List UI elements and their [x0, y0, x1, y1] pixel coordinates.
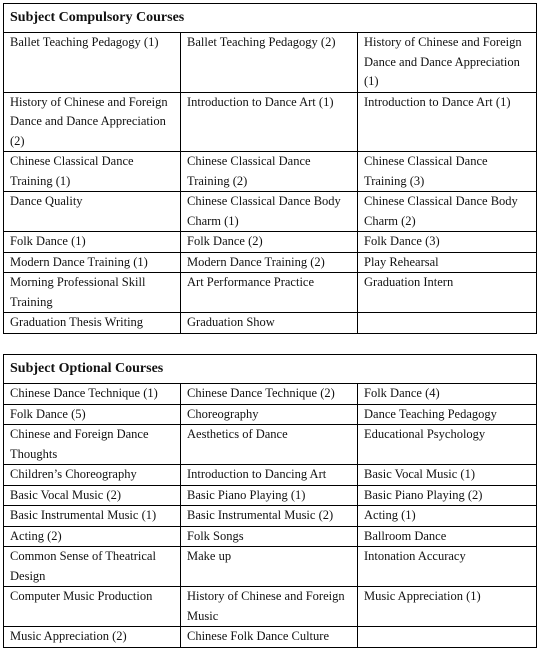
course-cell: Chinese Classical Dance Body Charm (2) — [358, 192, 537, 232]
table-row — [4, 425, 537, 465]
course-cell: Morning Professional Skill Training — [4, 273, 181, 313]
course-cell: Graduation Intern — [358, 273, 537, 313]
course-cell: Graduation Show — [181, 313, 358, 334]
course-cell: Chinese Classical Dance Training (2) — [181, 152, 358, 192]
course-cell: Ballroom Dance — [358, 526, 537, 547]
table-row — [4, 33, 537, 93]
course-cell: Basic Vocal Music (1) — [358, 465, 537, 486]
table-title: Subject Compulsory Courses — [4, 4, 537, 33]
table-row — [4, 232, 537, 253]
course-cell: Modern Dance Training (1) — [4, 252, 181, 273]
course-cell: Chinese Classical Dance Body Charm (1) — [181, 192, 358, 232]
course-cell: Dance Teaching Pedagogy — [358, 404, 537, 425]
course-cell: Basic Piano Playing (2) — [358, 485, 537, 506]
course-cell: Ballet Teaching Pedagogy (2) — [181, 33, 358, 93]
course-cell: Basic Vocal Music (2) — [4, 485, 181, 506]
table-row — [4, 384, 537, 405]
compulsory-courses-table — [3, 3, 537, 334]
course-cell: Basic Instrumental Music (1) — [4, 506, 181, 527]
course-cell: Chinese and Foreign Dance Thoughts — [4, 425, 181, 465]
course-cell: Chinese Classical Dance Training (1) — [4, 152, 181, 192]
table-row — [4, 404, 537, 425]
course-cell: Introduction to Dancing Art — [181, 465, 358, 486]
course-cell: Intonation Accuracy — [358, 547, 537, 587]
course-cell: Chinese Dance Technique (2) — [181, 384, 358, 405]
course-cell: Music Appreciation (1) — [358, 587, 537, 627]
course-cell: Music Appreciation (2) — [4, 627, 181, 648]
table-row — [4, 192, 537, 232]
table-header-row — [4, 4, 537, 33]
table-row — [4, 526, 537, 547]
table-row — [4, 92, 537, 152]
course-cell: Chinese Folk Dance Culture — [181, 627, 358, 648]
course-cell: Make up — [181, 547, 358, 587]
course-cell: Graduation Thesis Writing — [4, 313, 181, 334]
course-cell: History of Chinese and Foreign Dance and Dance Appreciation (1) — [358, 33, 537, 93]
course-cell: Educational Psychology — [358, 425, 537, 465]
course-cell: Folk Dance (3) — [358, 232, 537, 253]
course-cell: Dance Quality — [4, 192, 181, 232]
course-cell: Folk Songs — [181, 526, 358, 547]
course-cell: Children’s Choreography — [4, 465, 181, 486]
table-header-row — [4, 355, 537, 384]
course-cell: Play Rehearsal — [358, 252, 537, 273]
course-cell: Chinese Classical Dance Training (3) — [358, 152, 537, 192]
table-row — [4, 547, 537, 587]
course-cell: Folk Dance (5) — [4, 404, 181, 425]
table-row — [4, 313, 537, 334]
course-cell: Introduction to Dance Art (1) — [181, 92, 358, 152]
course-cell — [358, 627, 537, 648]
course-cell: Acting (2) — [4, 526, 181, 547]
table-row — [4, 485, 537, 506]
course-cell: Aesthetics of Dance — [181, 425, 358, 465]
course-cell: Chinese Dance Technique (1) — [4, 384, 181, 405]
table-row — [4, 273, 537, 313]
course-cell: Folk Dance (2) — [181, 232, 358, 253]
table-row — [4, 627, 537, 648]
table-row — [4, 465, 537, 486]
course-cell: Common Sense of Theatrical Design — [4, 547, 181, 587]
table-row — [4, 252, 537, 273]
course-cell: Acting (1) — [358, 506, 537, 527]
course-cell: Introduction to Dance Art (1) — [358, 92, 537, 152]
table-title: Subject Optional Courses — [4, 355, 537, 384]
table-row — [4, 152, 537, 192]
course-cell — [358, 313, 537, 334]
course-cell: Art Performance Practice — [181, 273, 358, 313]
course-cell: Basic Instrumental Music (2) — [181, 506, 358, 527]
course-cell: Basic Piano Playing (1) — [181, 485, 358, 506]
course-cell: Ballet Teaching Pedagogy (1) — [4, 33, 181, 93]
course-cell: Folk Dance (4) — [358, 384, 537, 405]
course-cell: Modern Dance Training (2) — [181, 252, 358, 273]
table-row — [4, 506, 537, 527]
course-cell: History of Chinese and Foreign Dance and Dance Appreciation (2) — [4, 92, 181, 152]
course-cell: Computer Music Production — [4, 587, 181, 627]
course-cell: Folk Dance (1) — [4, 232, 181, 253]
course-cell: Choreography — [181, 404, 358, 425]
course-cell: History of Chinese and Foreign Music — [181, 587, 358, 627]
table-row — [4, 587, 537, 627]
optional-courses-table — [3, 354, 537, 648]
